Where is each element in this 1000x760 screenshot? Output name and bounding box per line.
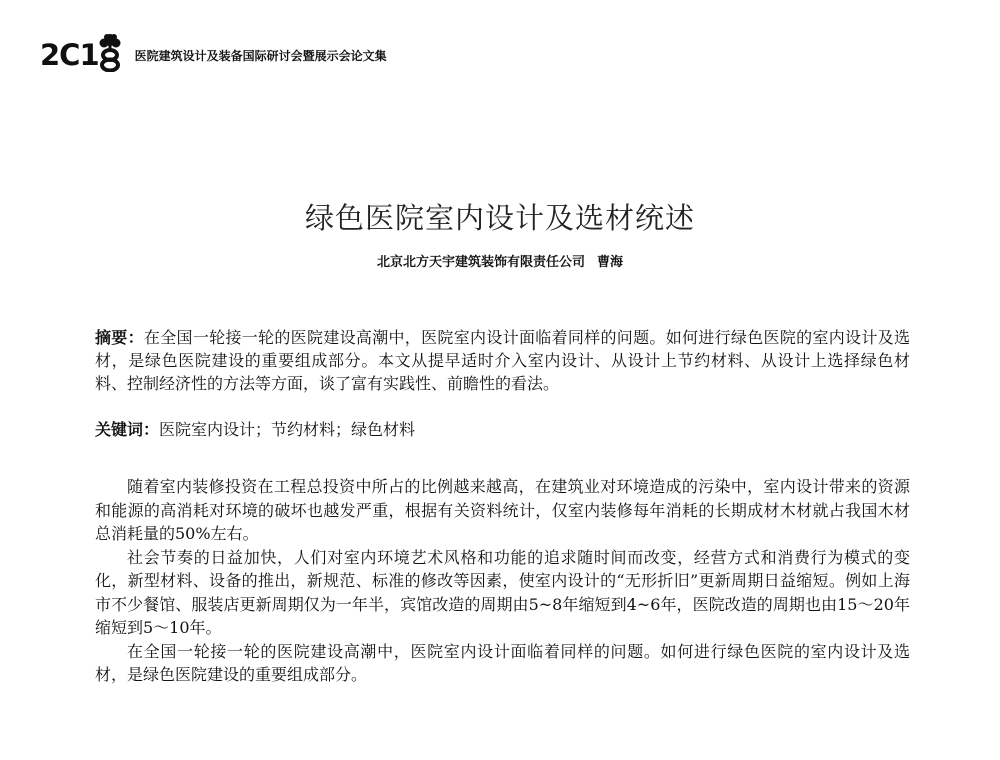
logo-text: 2C1 bbox=[40, 38, 99, 72]
author-line bbox=[0, 251, 1000, 270]
body-paragraph-3: 在全国一轮接一轮的医院建设高潮中，医院室内设计面临着同样的问题。如何进行绿色医院的室内设计及选材，是绿色医院建设的重要组成部分。 bbox=[95, 641, 910, 684]
body-paragraph-1: 随着室内装修投资在工程总投资中所占的比例越来越高，在建筑业对环境造成的污染中，室内设计带来的资源和能源的高消耗对环境的破坏也越发严重，根据有关资料统计，仅室内装修每年消耗的长期成材木材就占我国木材总消耗量的50%左右。 bbox=[95, 477, 910, 543]
paper-title: 绿色医院室内设计及选材统述 bbox=[304, 201, 695, 235]
keywords-text: 医院室内设计；节约材料；绿色材料 bbox=[159, 420, 416, 439]
author-name: 曹海 bbox=[597, 255, 624, 270]
keywords-label: 关键词： bbox=[95, 420, 160, 439]
abstract-text: 在全国一轮接一轮的医院建设高潮中，医院室内设计面临着同样的问题。如何进行绿色医院的室内设计及选材，是绿色医院建设的重要组成部分。本文从提早适时介入室内设计、从设计上节约材料、从设计上选择绿色材料、控制经济性的方法等方面，谈了富有实践性、前瞻性的看法。 bbox=[95, 328, 910, 393]
abstract bbox=[95, 326, 910, 395]
page-header bbox=[40, 30, 387, 74]
abstract-label: 摘要： bbox=[95, 328, 144, 347]
conference-logo bbox=[40, 32, 123, 72]
tree-logo-icon bbox=[97, 32, 123, 72]
body-text bbox=[95, 475, 910, 687]
body-paragraph-2: 社会节奏的日益加快，人们对室内环境艺术风格和功能的追求随时间而改变，经营方式和消费行为模式的变化，新型材料、设备的推出，新规范、标准的修改等因素，使室内设计的“无形折旧”更新周期日益缩短。例如上海市不少餐馆、服装店更新周期仅为一年半，宾馆改造的周期由5~8年缩短到4~6年，医院改造的周期也由15～20年缩短到5～10年。 bbox=[95, 547, 910, 637]
affiliation: 北京北方天宇建筑装饰有限责任公司 bbox=[376, 255, 585, 270]
proceedings-title: 医院建筑设计及装备国际研讨会暨展示会论文集 bbox=[134, 48, 387, 63]
keywords bbox=[95, 418, 910, 441]
